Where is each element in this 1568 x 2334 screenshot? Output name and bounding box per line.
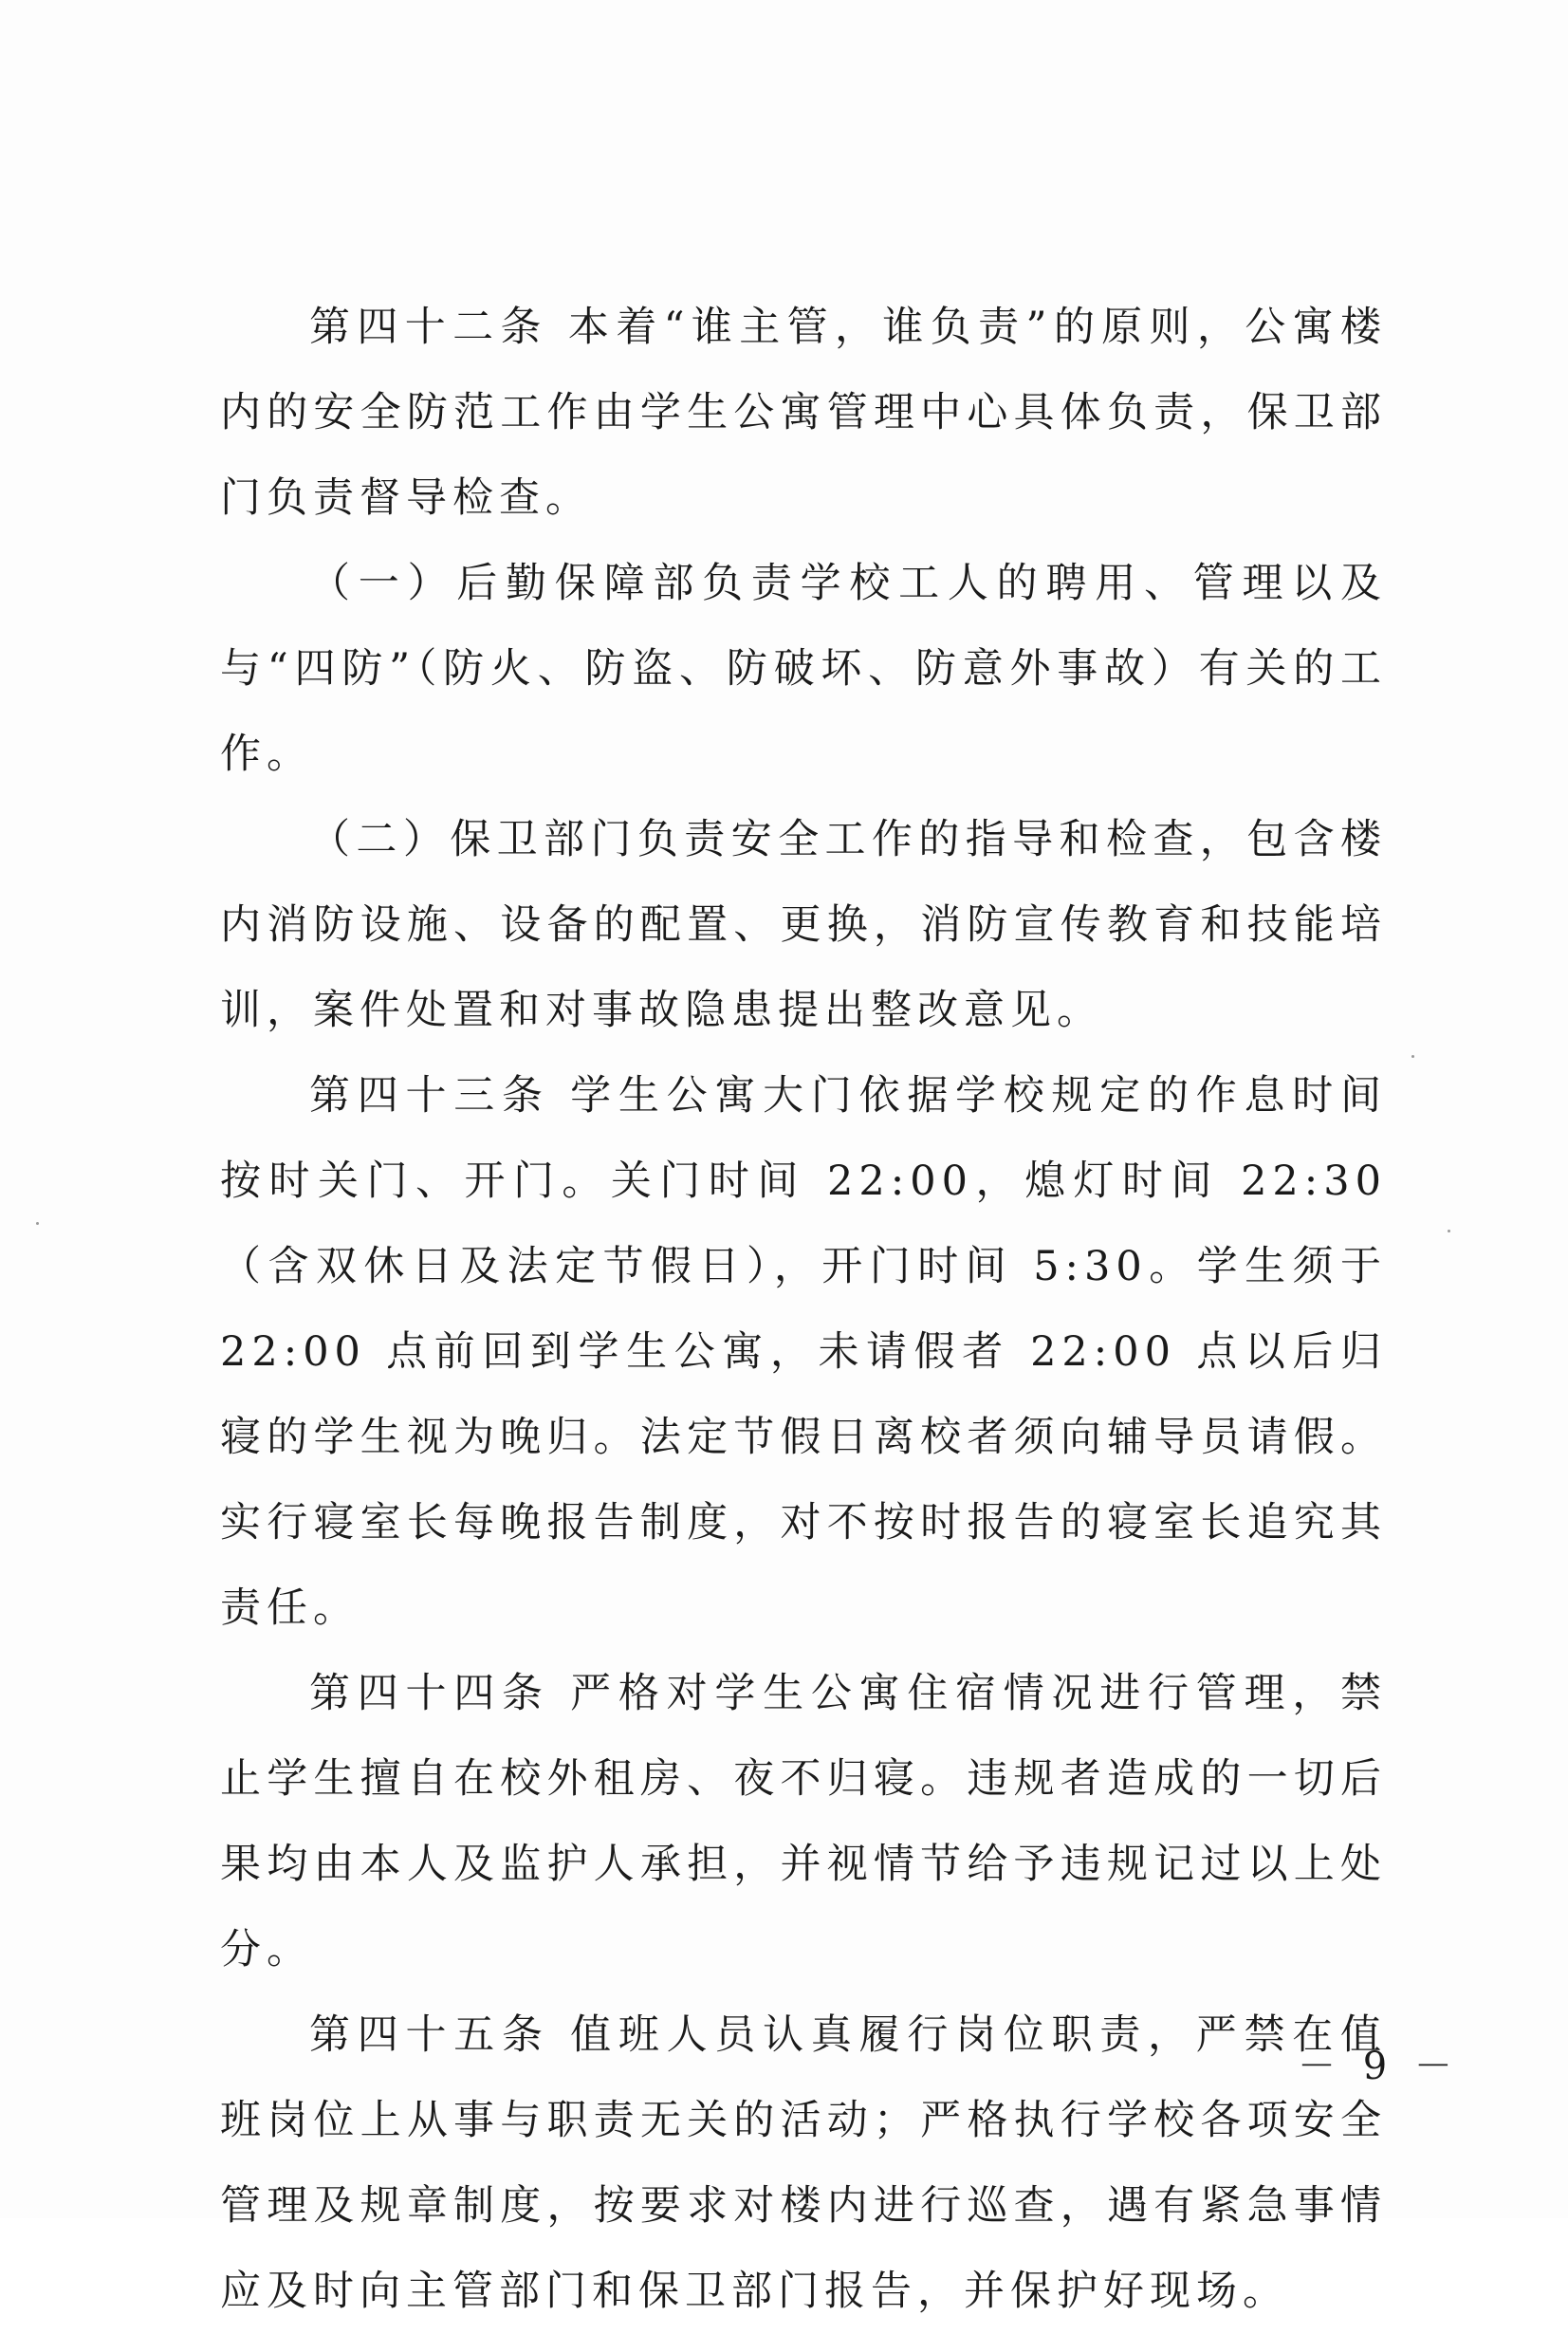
scan-speck xyxy=(1448,1230,1450,1232)
page-number: － 9 － xyxy=(1298,2045,1460,2088)
article-44-paragraph: 第四十四条 严格对学生公寓住宿情况进行管理，禁止学生擅自在校外租房、夜不归寝。违规者造成的一切后果均由本人及监护人承担，并视情节给予违规记过以上处分。 xyxy=(220,1670,1387,1973)
article-42-item-2-paragraph: （二）保卫部门负责安全工作的指导和检查，包含楼内消防设施、设备的配置、更换，消防宣传教育和技能培训，案件处置和对事故隐患提出整改意见。 xyxy=(220,816,1387,1034)
article-43-paragraph: 第四十三条 学生公寓大门依据学校规定的作息时间按时关门、开门。关门时间 22:00，熄灯时间 22:30（含双休日及法定节假日），开门时间 5:30。学生须于 22:00 点前回到学生公寓，未请假者 22:00 点以后归寝的学生视为晚归。法定节假日离校者须向辅导员请假。实行寝室长每晚报告制度，对不按时报告的寝室长追究其责任。 xyxy=(220,1072,1387,1632)
article-45-paragraph: 第四十五条 值班人员认真履行岗位职责，严禁在值班岗位上从事与职责无关的活动；严格执行学校各项安全管理及规章制度，按要求对楼内进行巡查，遇有紧急事情应及时向主管部门和保卫部门报告，并保护好现场。 xyxy=(220,2011,1387,2315)
scan-speck xyxy=(1411,1055,1414,1058)
article-42-item-1-paragraph: （一）后勤保障部负责学校工人的聘用、管理以及与“四防”（防火、防盗、防破坏、防意外事故）有关的工作。 xyxy=(220,560,1387,778)
document-body xyxy=(220,285,1387,2334)
scan-speck xyxy=(36,1222,39,1225)
article-42-paragraph: 第四十二条 本着“谁主管，谁负责”的原则，公寓楼内的安全防范工作由学生公寓管理中心具体负责，保卫部门负责督导检查。 xyxy=(220,304,1387,522)
